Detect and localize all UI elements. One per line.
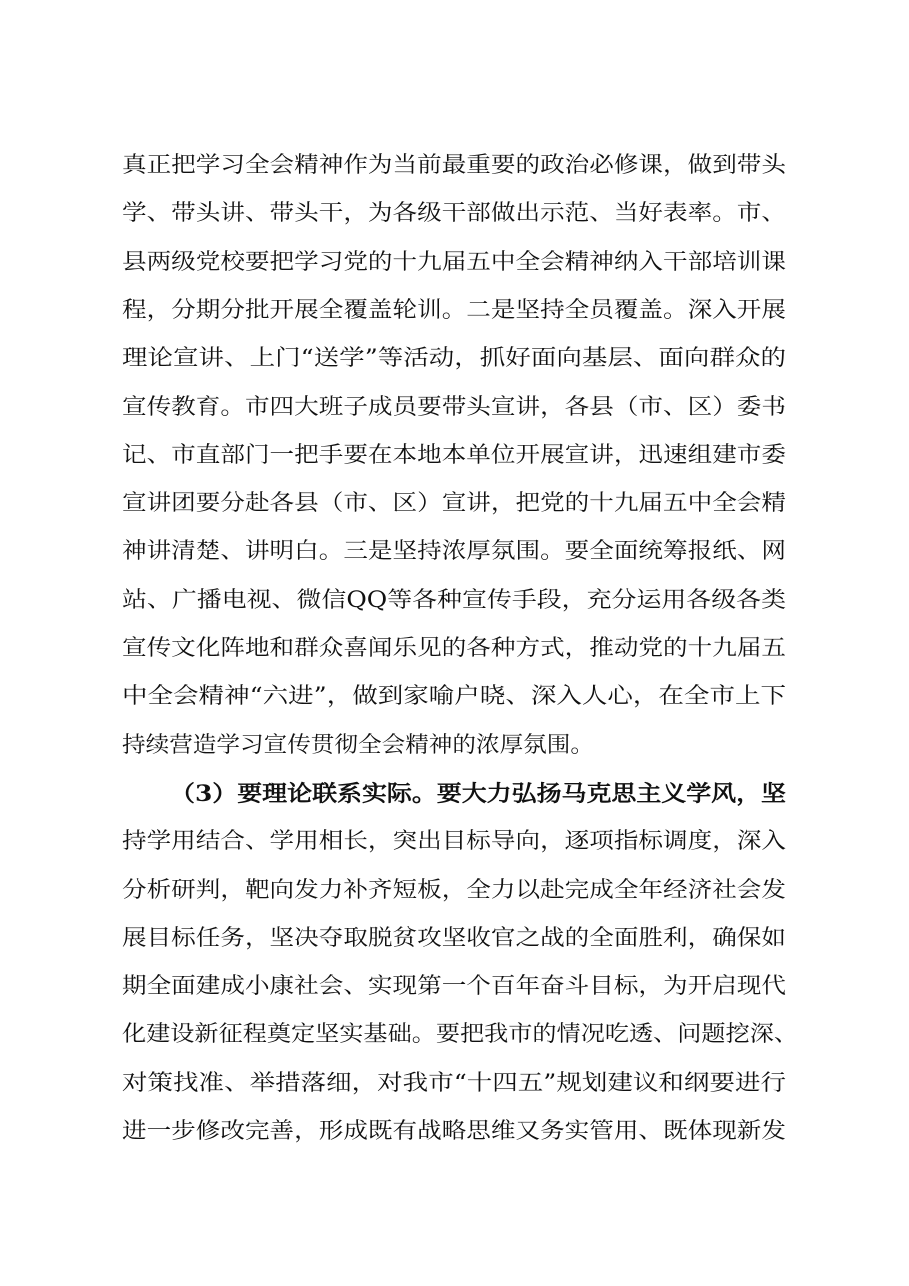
line-text: 宣讲团要分赴各县（市、区）宣讲，把党的十九届五中全会精 (122, 491, 786, 516)
line-text: 真正把学习全会精神作为当前最重要的政治必修课，做到带头 (122, 153, 786, 178)
line-text: 神讲清楚、讲明白。三是坚持浓厚氛围。要全面统筹报纸、网 (122, 539, 786, 564)
line-text: 理论宣讲、上门“送学”等活动，抓好面向基层、面向群众的 (122, 346, 786, 371)
line-text: 化建设新征程奠定坚实基础。要把我市的情况吃透、问题挖深、 (122, 1022, 798, 1047)
line-text: （3）要理论联系实际。要大力弘扬马克思主义学风，坚 (170, 781, 786, 807)
line-text: 县两级党校要把学习党的十九届五中全会精神纳入干部培训课 (122, 250, 786, 275)
line-text: 记、市直部门一把手要在本地本单位开展宣讲，迅速组建市委 (122, 443, 786, 468)
line-text: 持续营造学习宣传贯彻全会精神的浓厚氛围。 (122, 733, 594, 758)
line-text: 站、广播电视、微信QQ等各种宣传手段，充分运用各级各类 (122, 588, 786, 613)
line-text: 持学用结合、学用相长，突出目标导向，逐项指标调度，深入 (122, 829, 786, 854)
line-text: 展目标任务，坚决夺取脱贫攻坚收官之战的全面胜利，确保如 (122, 926, 786, 951)
line-text: 宣传文化阵地和群众喜闻乐见的各种方式，推动党的十九届五 (122, 636, 786, 661)
line-text: 对策找准、举措落细，对我市“十四五”规划建议和纲要进行 (122, 1071, 786, 1096)
line-text: 进一步修改完善，形成既有战略思维又务实管用、既体现新发 (122, 1119, 786, 1144)
line-text: 期全面建成小康社会、实现第一个百年奋斗目标，为开启现代 (122, 974, 786, 999)
line-text: 中全会精神“六进”，做到家喻户晓、深入人心，在全市上下 (122, 684, 786, 709)
line-text: 学、带头讲、带头干，为各级干部做出示范、当好表率。市、 (122, 201, 786, 226)
line-text: 宣传教育。市四大班子成员要带头宣讲，各县（市、区）委书 (122, 395, 786, 420)
line-text: 程，分期分批开展全覆盖轮训。二是坚持全员覆盖。深入开展 (122, 298, 786, 323)
line-text: 分析研判，靶向发力补齐短板，全力以赴完成全年经济社会发 (122, 878, 786, 903)
